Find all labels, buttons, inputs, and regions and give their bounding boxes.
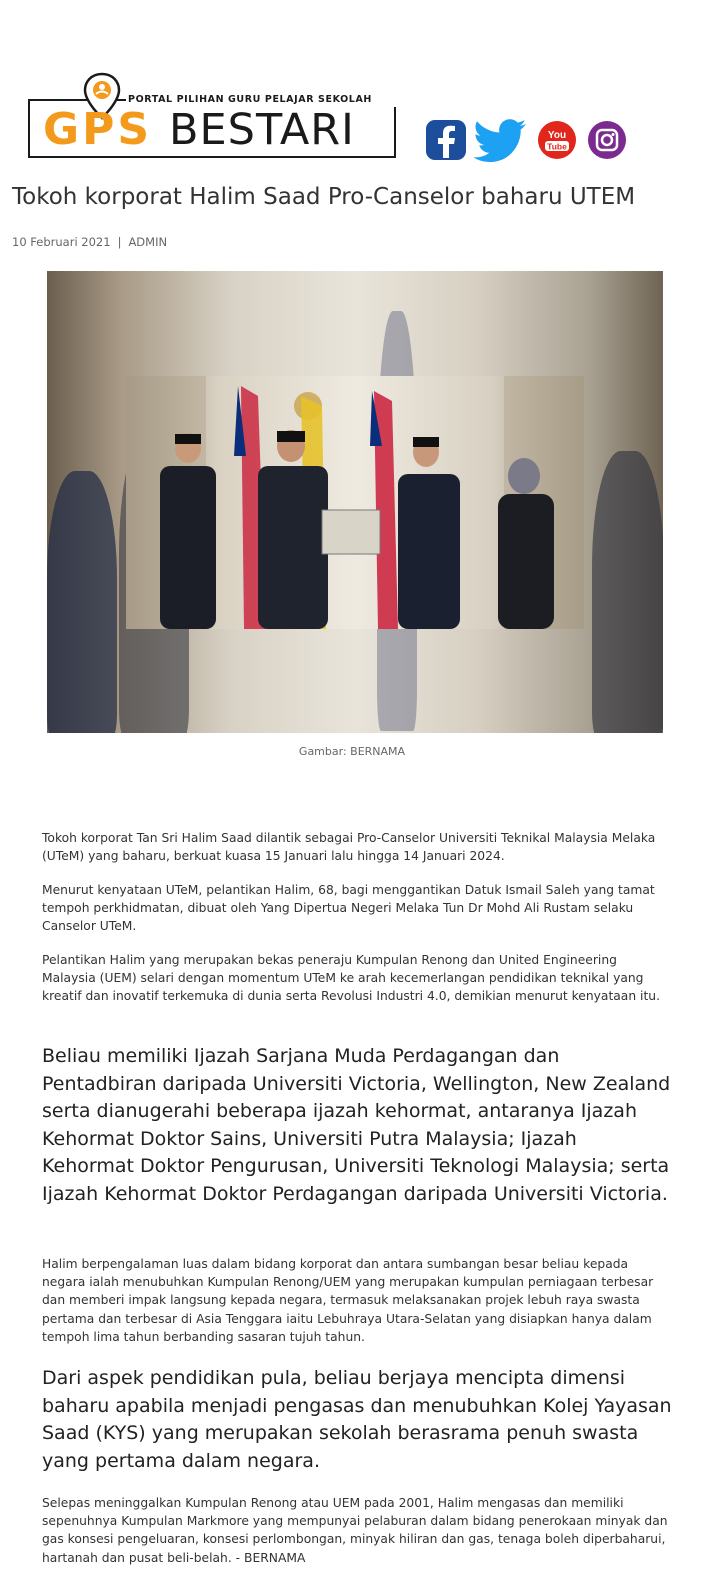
ceremony-photo: [126, 376, 584, 629]
article-highlight: Beliau memiliki Ijazah Sarjana Muda Perdagangan dan Pentadbiran daripada Universiti Victoria, Wellington, New Zealand serta dianugerahi beberapa ijazah kehormat, antaranya Ijazah Kehormat Doktor Sains, Universiti Putra Malaysia; Ijazah Kehormat Doktor Pengurusan, Universiti Teknologi Malaysia; serta Ijazah Kehormat Doktor Perdagangan daripada Universiti Victoria.: [42, 1045, 671, 1205]
logo-tagline: PORTAL PILIHAN GURU PELAJAR SEKOLAH: [126, 93, 398, 107]
article-paragraph: Selepas meninggalkan Kumpulan Renong atau UEM pada 2001, Halim mengasas dan memiliki sepenuhnya Kumpulan Markmore yang mempunyai pelaburan dalam bidang penerokaan minyak dan gas konsesi pengeluaran, konsesi perlombongan, minyak hiliran dan gas, tenaga boleh diperbaharui, hartanah dan pusat beli-belah. - BERNAMA: [42, 1496, 668, 1565]
site-logo[interactable]: [27, 72, 399, 162]
article-meta: [12, 234, 167, 250]
image-caption: Gambar: BERNAMA: [298, 745, 406, 758]
youtube-text-tube: Tube: [547, 141, 567, 152]
instagram-icon[interactable]: [587, 118, 627, 162]
photo-foreground: [126, 376, 584, 629]
article-paragraph: Pelantikan Halim yang merupakan bekas peneraju Kumpulan Renong dan United Engineering Malaysia (UEM) selari dengan momentum UTeM ke arah kecemerlangan pendidikan teknikal yang kreatif dan inovatif terkemuka di dunia serta Revolusi Industri 4.0, demikian menurut kenyataan itu.: [42, 953, 660, 1004]
article-paragraph: Halim berpengalaman luas dalam bidang korporat dan antara sumbangan besar beliau kepada negara ialah menubuhkan Kumpulan Renong/UEM yang merupakan kumpulan perniagaan terbesar dan memberi impak langsung kepada negara, termasuk melaksanakan projek lebuh raya swasta pertama dan terbesar di Asia Tenggara iaitu Lebuhraya Utara-Selatan yang disiapkan hanya dalam tempoh lima tahun berbanding sasaran tujuh tahun.: [42, 1257, 654, 1344]
article-image: [47, 271, 663, 733]
blur-figure: [592, 451, 663, 733]
youtube-icon[interactable]: [537, 118, 577, 162]
logo-gps-text: GPS: [43, 104, 153, 155]
logo-bestari-text: BESTARI: [169, 105, 355, 155]
article-title: Tokoh korporat Halim Saad Pro-Canselor baharu UTEM: [12, 184, 636, 210]
blur-figure: [47, 471, 117, 733]
article-highlight: Dari aspek pendidikan pula, beliau berjaya mencipta dimensi baharu apabila menjadi pengasas dan menubuhkan Kolej Yayasan Saad (KYS) yang merupakan sekolah berasrama penuh swasta yang pertama dalam negara.: [42, 1367, 672, 1472]
facebook-icon[interactable]: [425, 118, 467, 162]
article-author[interactable]: ADMIN: [128, 235, 168, 249]
article-date: 10 Februari 2021: [12, 235, 111, 249]
meta-separator: |: [117, 235, 122, 249]
twitter-icon[interactable]: [474, 118, 528, 162]
article-paragraph: Tokoh korporat Tan Sri Halim Saad dilantik sebagai Pro-Canselor Universiti Teknikal Malaysia Melaka (UTeM) yang baharu, berkuat kuasa 15 Januari lalu hingga 14 Januari 2024.: [42, 831, 656, 864]
youtube-text-you: You: [547, 130, 567, 141]
article-paragraph: Menurut kenyataan UTeM, pelantikan Halim, 68, bagi menggantikan Datuk Ismail Saleh yang tamat tempoh perkhidmatan, dibuat oleh Yang Dipertua Negeri Melaka Tun Dr Mohd Ali Rustam selaku Canselor UTeM.: [42, 883, 655, 934]
